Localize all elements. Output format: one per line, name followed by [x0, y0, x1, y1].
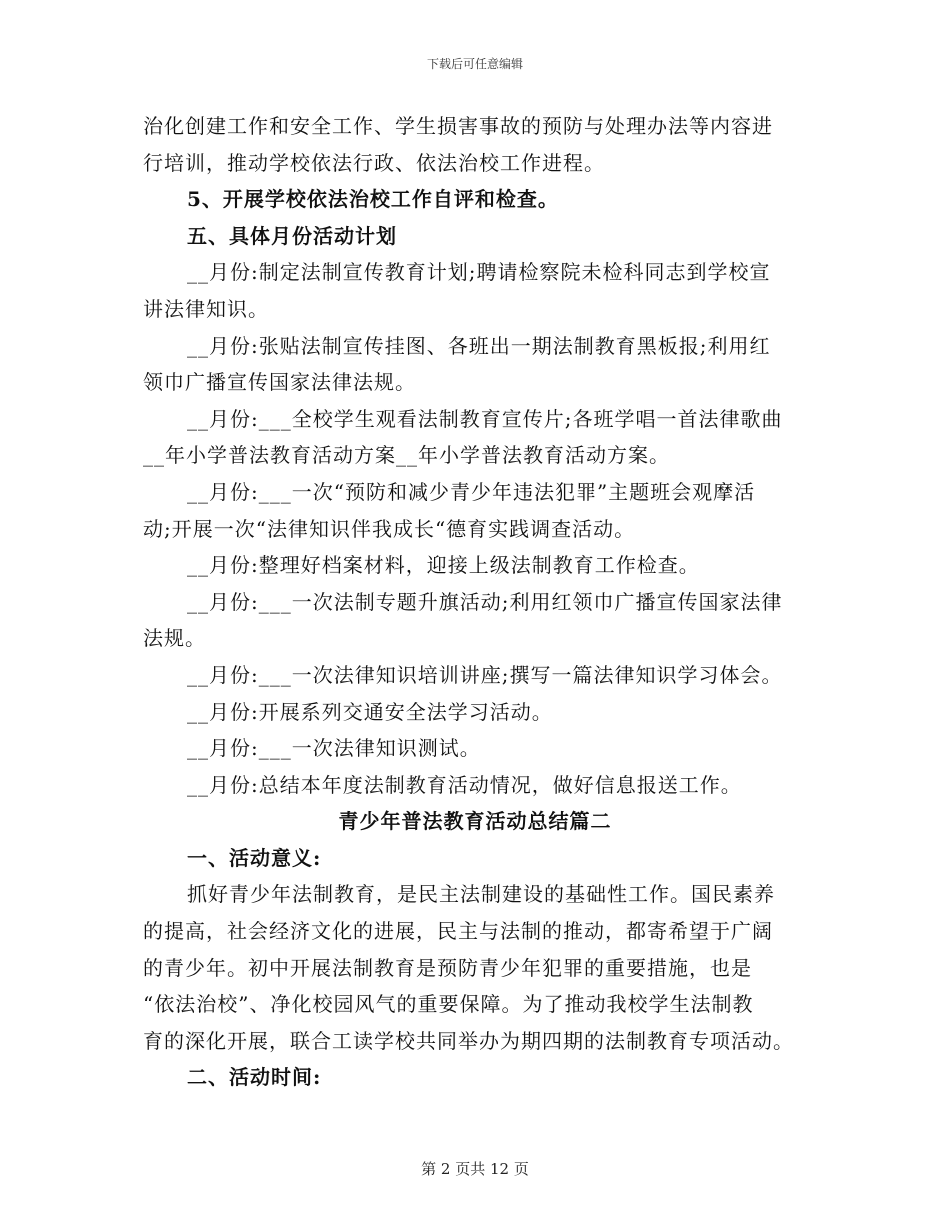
paragraph-line: 行培训，推动学校依法行政、依法治校工作进程。 — [143, 150, 605, 175]
paragraph-line: “依法治校”、净化校园风气的重要保障。为了推动我校学生法制教 — [143, 992, 754, 1017]
paragraph-line: 领巾广播宣传国家法律法规。 — [143, 370, 416, 395]
document-body — [143, 108, 807, 1096]
paragraph-line: __月份:张贴法制宣传挂图、各班出一期法制教育黑板报;利用红 — [187, 333, 771, 358]
paragraph-line: 法规。 — [143, 626, 206, 651]
paragraph-line: 讲法律知识。 — [143, 296, 269, 321]
section-heading: 五、具体月份活动计划 — [187, 223, 397, 248]
paragraph-line: __月份:制定法制宣传教育计划;聘请检察院未检科同志到学校宣 — [187, 260, 771, 285]
paragraph-line: 动;开展一次“法律知识伴我成长“德育实践调查活动。 — [143, 516, 636, 541]
paragraph-line: __月份:___一次“预防和减少青少年违法犯罪”主题班会观摩活 — [187, 479, 756, 504]
section-heading: 青少年普法教育活动总结篇二 — [338, 809, 612, 834]
page-number: 第 2 页共 12 页 — [421, 1160, 529, 1178]
paragraph-line: 抓好青少年法制教育，是民主法制建设的基础性工作。国民素养 — [187, 882, 775, 907]
paragraph-line: __月份:整理好档案材料，迎接上级法制教育工作检查。 — [187, 553, 700, 578]
paragraph-line: __月份:___一次法制专题升旗活动;利用红领巾广播宣传国家法律 — [187, 589, 783, 614]
paragraph-line: __月份:___一次法律知识培训讲座;撰写一篇法律知识学习体会。 — [187, 662, 783, 687]
paragraph-line: 育的深化开展，联合工读学校共同举办为期四期的法制教育专项活动。 — [143, 1028, 794, 1053]
section-heading: 一、活动意义: — [187, 845, 322, 870]
paragraph-line: __年小学普法教育活动方案__年小学普法教育活动方案。 — [143, 443, 670, 468]
paragraph-line: __月份:开展系列交通安全法学习活动。 — [187, 699, 553, 724]
section-heading: 二、活动时间: — [187, 1065, 322, 1090]
paragraph-line: __月份:___一次法律知识测试。 — [187, 736, 481, 761]
section-heading: 5、开展学校依法治校工作自评和检查。 — [187, 187, 559, 212]
paragraph-line: __月份:总结本年度法制教育活动情况，做好信息报送工作。 — [187, 772, 742, 797]
paragraph-line: 的提高，社会经济文化的进展，民主与法制的推动，都寄希望于广阔 — [143, 919, 773, 944]
page-header: 下载后可任意编辑 — [426, 57, 523, 71]
paragraph-line: __月份:___全校学生观看法制教育宣传片;各班学唱一首法律歌曲 — [187, 406, 783, 431]
paragraph-line: 治化创建工作和安全工作、学生损害事故的预防与处理办法等内容进 — [143, 114, 773, 138]
paragraph-line: 的青少年。初中开展法制教育是预防青少年犯罪的重要措施，也是 — [143, 955, 752, 980]
